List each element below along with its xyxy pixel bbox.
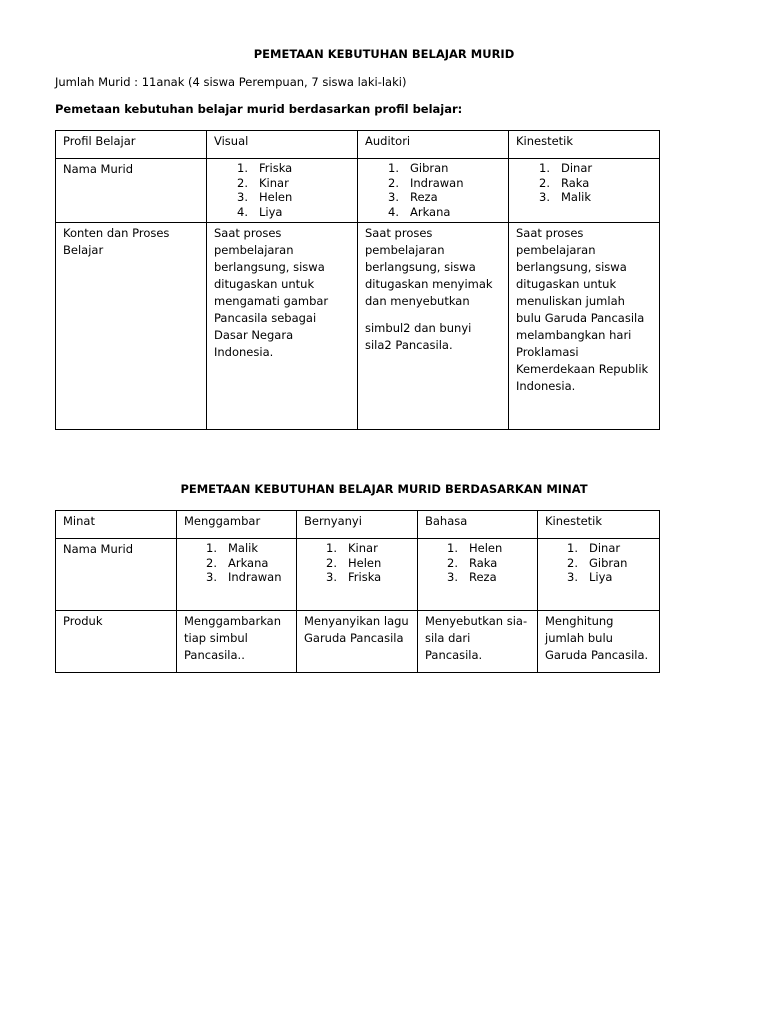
kinestetik-names-cell — [538, 539, 660, 611]
list-item: 1. Gibran — [388, 161, 449, 175]
header-cell: Minat — [56, 511, 177, 539]
auditori-konten-text: Saat proses pembelajaran berlangsung, siswa ditugaskan menyimak dan menyebutkan — [365, 226, 493, 308]
header-cell: Bernyanyi — [297, 511, 418, 539]
section-heading-profil: Pemetaan kebutuhan belajar murid berdasarkan profil belajar: — [55, 102, 463, 116]
list-item: 3. Reza — [447, 570, 497, 584]
table-row-produk — [56, 611, 660, 673]
table-row-nama-murid — [56, 159, 660, 223]
header-cell: Bahasa — [418, 511, 538, 539]
student-count-line: Jumlah Murid : 11anak (4 siswa Perempuan, 7 siswa laki-laki) — [55, 75, 407, 89]
page-title: PEMETAAN KEBUTUHAN BELAJAR MURID — [253, 47, 515, 61]
visual-konten-cell: Saat proses pembelajaran berlangsung, siswa ditugaskan untuk mengamati gambar Pancasila sebagai Dasar Negara Indonesia. — [207, 223, 358, 430]
list-item: 3. Helen — [237, 190, 293, 204]
list-item: 2. Raka — [539, 175, 590, 190]
list-item: 4. Arkana — [388, 204, 451, 219]
list-item: 4. Liya — [237, 204, 283, 219]
table-header-row — [56, 511, 660, 539]
list-item: 2. Kinar — [237, 175, 289, 190]
header-cell: Kinestetik — [509, 131, 660, 159]
list-item: 1. Kinar — [326, 541, 378, 555]
header-cell: Kinestetik — [538, 511, 660, 539]
table-header-row — [56, 131, 660, 159]
auditori-names-cell — [358, 159, 509, 223]
list-item: 2. Gibran — [567, 555, 628, 570]
minat-table — [55, 510, 660, 673]
list-item: 1. Dinar — [539, 161, 593, 175]
header-cell: Menggambar — [177, 511, 297, 539]
row-label: Nama Murid — [56, 539, 177, 611]
auditori-names-list — [388, 161, 501, 219]
auditori-konten-text: simbul2 dan bunyi sila2 Pancasila. — [365, 321, 472, 352]
bahasa-produk-cell: Menyebutkan sia-sila dari Pancasila. — [418, 611, 538, 673]
list-item: 1. Dinar — [567, 541, 621, 555]
kinestetik-names-cell — [509, 159, 660, 223]
list-item: 2. Helen — [326, 555, 382, 570]
kinestetik-names-list — [567, 541, 652, 585]
list-item: 3. Friska — [326, 570, 382, 584]
list-item: 2. Indrawan — [388, 175, 464, 190]
section-heading-minat: PEMETAAN KEBUTUHAN BELAJAR MURID BERDASARKAN MINAT — [180, 482, 588, 496]
kinestetik-names-list — [539, 161, 652, 205]
list-item: 1. Helen — [447, 541, 503, 555]
kinestetik-konten-cell: Saat proses pembelajaran berlangsung, siswa ditugaskan untuk menuliskan jumlah bulu Garuda Pancasila melambangkan hari Proklamasi Kemerdekaan Republik Indonesia. — [509, 223, 660, 430]
bahasa-names-list — [447, 541, 530, 585]
list-item: 3. Malik — [539, 190, 592, 204]
auditori-konten-cell — [358, 223, 509, 430]
menggambar-names-cell — [177, 539, 297, 611]
header-cell: Auditori — [358, 131, 509, 159]
list-item: 2. Arkana — [206, 555, 269, 570]
bahasa-names-cell — [418, 539, 538, 611]
header-cell: Visual — [207, 131, 358, 159]
list-item: 3. Liya — [567, 570, 613, 584]
visual-names-list — [237, 161, 350, 219]
kinestetik-produk-cell: Menghitung jumlah bulu Garuda Pancasila. — [538, 611, 660, 673]
row-label: Konten dan Proses Belajar — [56, 223, 207, 430]
list-item: 1. Malik — [206, 541, 259, 555]
list-item: 3. Reza — [388, 190, 438, 204]
bernyanyi-names-list — [326, 541, 410, 585]
menggambar-produk-cell: Menggambarkan tiap simbul Pancasila.. — [177, 611, 297, 673]
menggambar-names-list — [206, 541, 289, 585]
bernyanyi-names-cell — [297, 539, 418, 611]
header-cell: Profil Belajar — [56, 131, 207, 159]
table-row-konten — [56, 223, 660, 430]
bernyanyi-produk-cell: Menyanyikan lagu Garuda Pancasila — [297, 611, 418, 673]
profil-belajar-table — [55, 130, 660, 430]
visual-names-cell — [207, 159, 358, 223]
row-label: Nama Murid — [56, 159, 207, 223]
row-label: Produk — [56, 611, 177, 673]
list-item: 1. Friska — [237, 161, 293, 175]
list-item: 3. Indrawan — [206, 570, 282, 584]
table-row-nama-murid — [56, 539, 660, 611]
list-item: 2. Raka — [447, 555, 498, 570]
